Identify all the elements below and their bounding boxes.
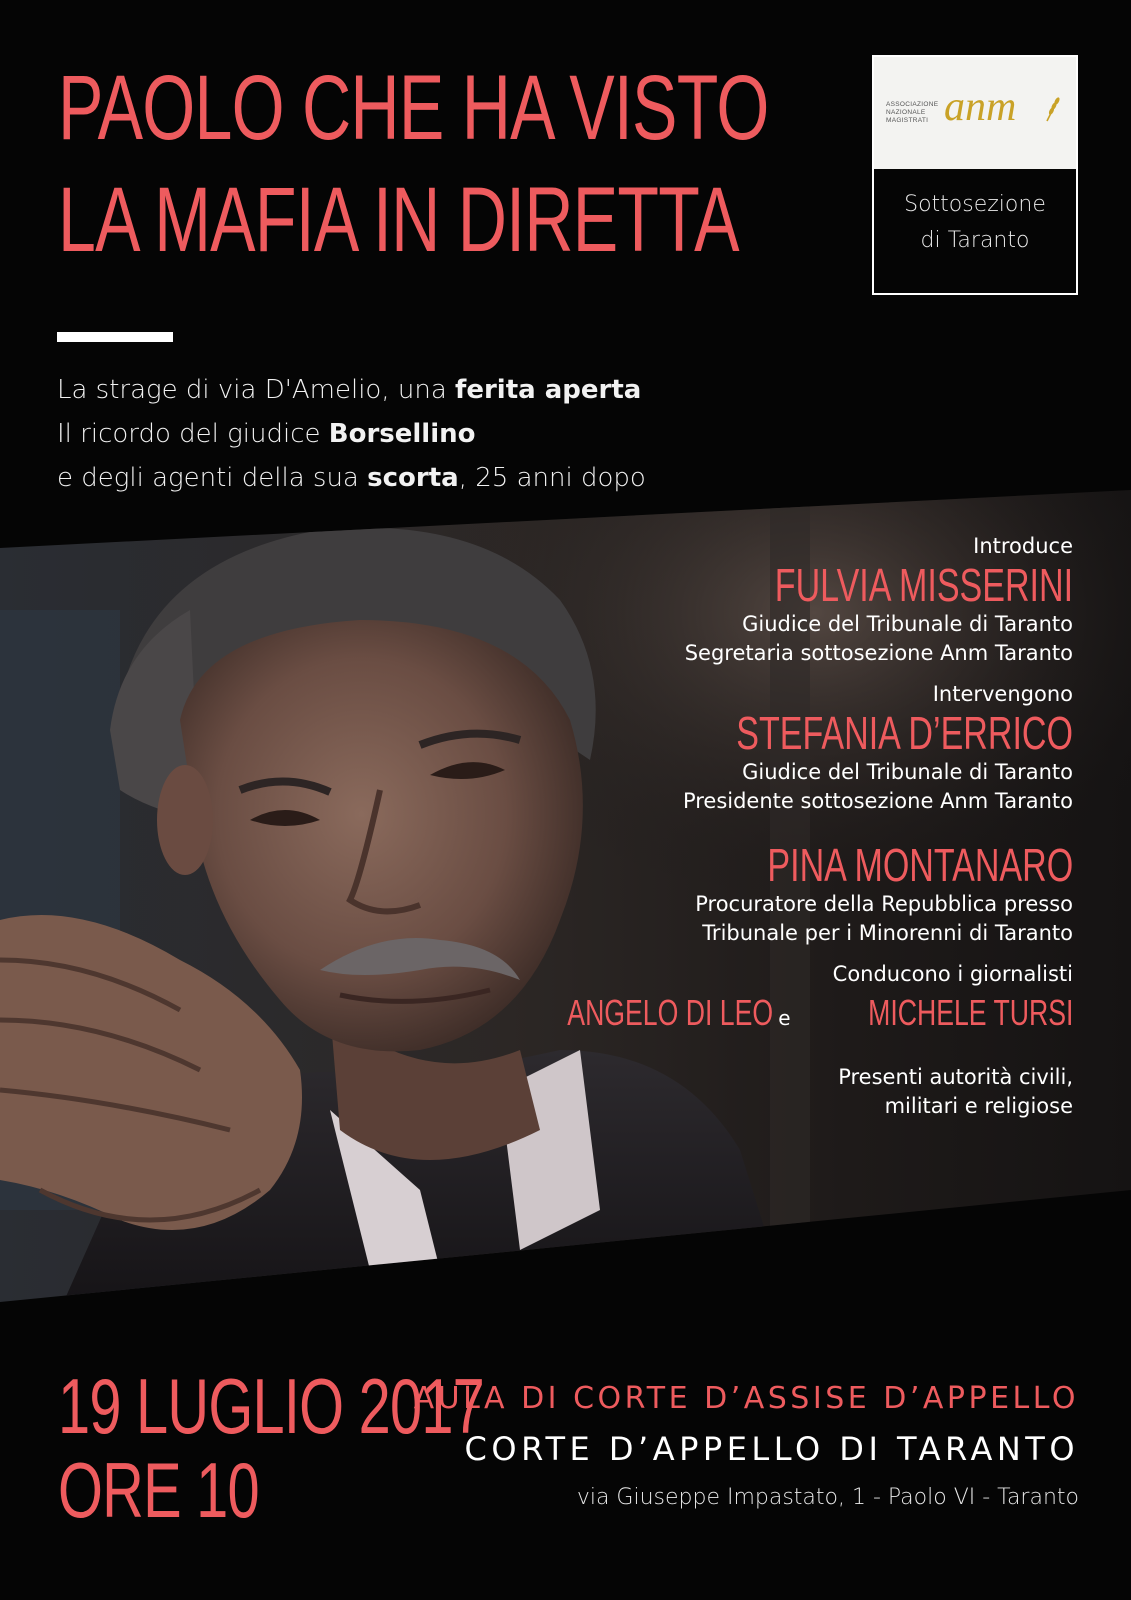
venue-court: CORTE D’APPELLO DI TARANTO — [464, 1430, 1079, 1468]
subtitle-line-2 — [57, 412, 646, 456]
speaker-block-derrico — [453, 680, 1073, 816]
title-line-2: LA MAFIA IN DIRETTA — [58, 169, 739, 271]
speaker-name-derrico: STEFANIA D’ERRICO — [736, 707, 1073, 759]
subtitle — [57, 368, 646, 500]
event-title — [58, 52, 818, 276]
subtitle-3-bold: scorta — [367, 463, 459, 493]
subtitle-3-post: , 25 anni dopo — [458, 463, 646, 493]
date-day: 19 LUGLIO 2017 — [58, 1362, 485, 1450]
logo-assoc-line-2: NAZIONALE — [886, 109, 926, 116]
subtitle-3-text: e degli agenti della sua — [57, 463, 368, 493]
logo-assoc-line-3: MAGISTRATI — [886, 117, 929, 124]
authorities-line-2: militari e religiose — [884, 1094, 1073, 1118]
host-conjunction: e — [778, 1006, 791, 1030]
speaker-block-intro — [453, 532, 1073, 668]
date-time: ORE 10 — [58, 1446, 259, 1534]
wheat-icon — [1044, 95, 1062, 123]
title-line-1: PAOLO CHE HA VISTO — [58, 57, 769, 159]
divider — [57, 332, 173, 342]
speaker-block-montanaro — [453, 840, 1073, 948]
venue-address: via Giuseppe Impastato, 1 - Paolo VI - Taranto — [576, 1485, 1079, 1510]
logo-association-text — [886, 101, 938, 125]
authorities-note — [453, 1063, 1073, 1121]
speaker-desc: Segretaria sottosezione Anm Taranto — [684, 641, 1073, 665]
role-hosts: Conducono i giornalisti — [832, 962, 1073, 986]
subtitle-1-text: La strage di via D'Amelio, una — [57, 375, 456, 405]
logo-section-line-1: Sottosezione — [904, 192, 1046, 217]
speaker-name-misserini: FULVIA MISSERINI — [774, 559, 1073, 611]
logo-section-line-2: di Taranto — [920, 228, 1030, 253]
speaker-desc: Giudice del Tribunale di Taranto — [742, 612, 1073, 636]
role-introduce: Introduce — [973, 534, 1073, 558]
host-name-dileo: ANGELO DI LEO — [567, 992, 774, 1033]
speaker-desc: Giudice del Tribunale di Taranto — [742, 760, 1073, 784]
venue-room: AULA DI CORTE D’ASSISE D’APPELLO — [413, 1381, 1079, 1416]
speakers-panel — [453, 528, 1073, 1133]
logo-brand: anm — [944, 84, 1017, 130]
subtitle-2-text: Il ricordo del giudice — [57, 419, 329, 449]
subtitle-line-1 — [57, 368, 646, 412]
authorities-line-1: Presenti autorità civili, — [838, 1065, 1073, 1089]
logo-header — [874, 57, 1076, 169]
logo-assoc-line-1: ASSOCIAZIONE — [886, 101, 939, 108]
hosts-block — [453, 960, 1073, 1045]
subtitle-line-3 — [57, 456, 646, 500]
speaker-name-montanaro: PINA MONTANARO — [767, 839, 1073, 891]
role-speakers: Intervengono — [932, 682, 1073, 706]
subtitle-2-bold: Borsellino — [328, 419, 476, 449]
speaker-desc: Presidente sottosezione Anm Taranto — [682, 789, 1073, 813]
speaker-desc: Tribunale per i Minorenni di Taranto — [702, 921, 1073, 945]
anm-logo — [872, 55, 1078, 295]
speaker-desc: Procuratore della Repubblica presso — [695, 892, 1073, 916]
event-venue — [414, 1376, 1079, 1520]
host-name-tursi: MICHELE TURSI — [867, 992, 1073, 1033]
logo-section — [874, 187, 1076, 259]
subtitle-1-bold: ferita aperta — [455, 375, 642, 405]
hosts-names — [453, 988, 1073, 1045]
